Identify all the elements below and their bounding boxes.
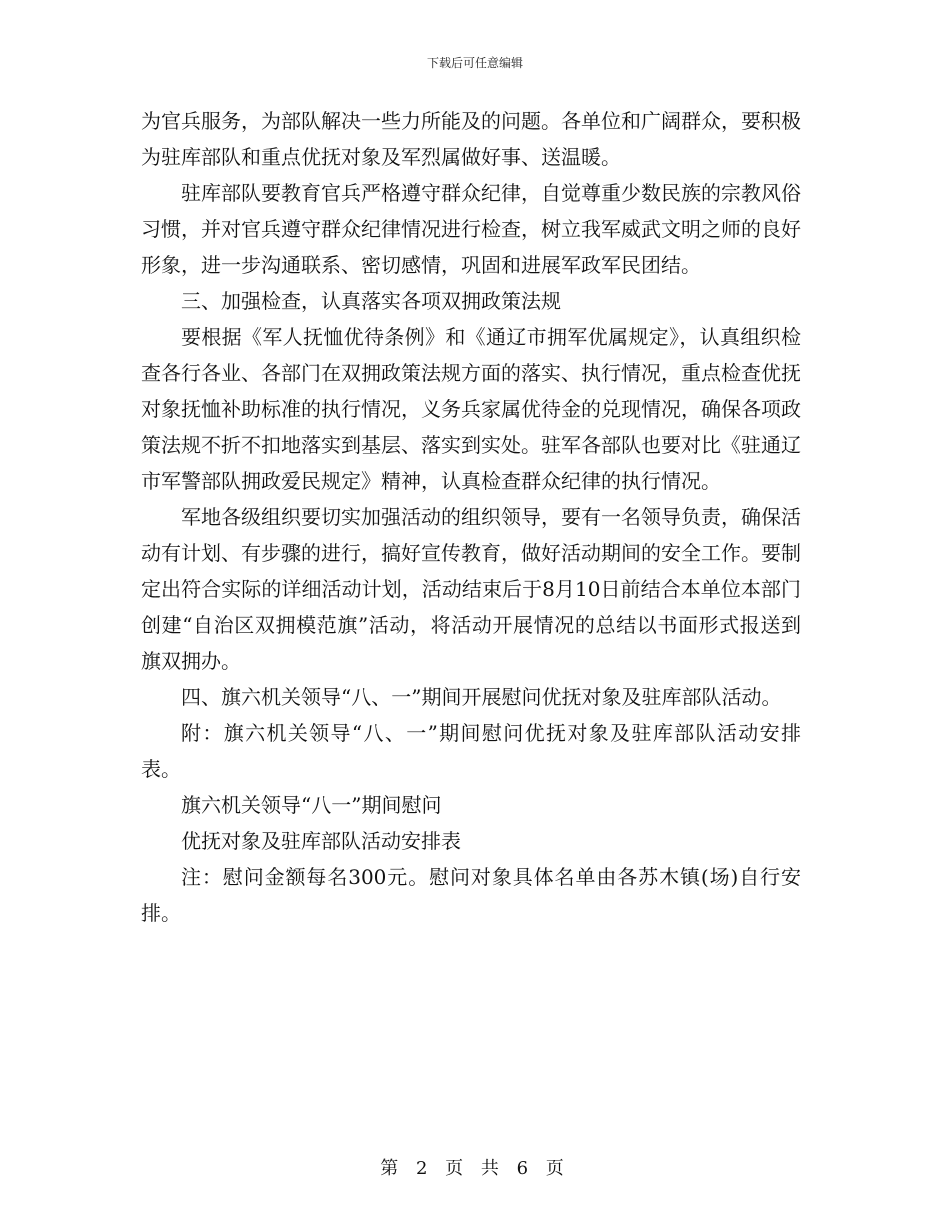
paragraph: 军地各级组织要切实加强活动的组织领导，要有一名领导负责，确保活动有计划、有步骤的进行，搞好宣传教育，做好活动期间的安全工作。要制定出符合实际的详细活动计划，活动结束后于8月10日前结合本单位本部门创建“自治区双拥模范旗”活动，将活动开展情况的总结以书面形式报送到旗双拥办。 (141, 505, 801, 673)
footnote: 注：慰问金额每名300元。慰问对象具体名单由各苏木镇(场)自行安排。 (141, 865, 801, 925)
page-number: 第 2 页 共 6 页 (380, 1158, 570, 1179)
document-body (141, 103, 801, 931)
section-heading: 四、旗六机关领导“八、一”期间开展慰问优抚对象及驻库部队活动。 (181, 685, 782, 709)
section-heading: 三、加强检查，认真落实各项双拥政策法规 (181, 289, 561, 313)
paragraph: 要根据《军人抚恤优待条例》和《通辽市拥军优属规定》，认真组织检查各行各业、各部门在双拥政策法规方面的落实、执行情况，重点检查优抚对象抚恤补助标准的执行情况，义务兵家属优待金的兑现情况，确保各项政策法规不折不扣地落实到基层、落实到实处。驻军各部队也要对比《驻通辽市军警部队拥政爱民规定》精神，认真检查群众纪律的执行情况。 (141, 325, 801, 493)
paragraph: 为官兵服务，为部队解决一些力所能及的问题。各单位和广阔群众，要积极为驻库部队和重点优抚对象及军烈属做好事、送温暖。 (141, 109, 801, 169)
header-note: 下载后可任意编辑 (426, 56, 523, 70)
paragraph: 驻库部队要教育官兵严格遵守群众纪律，自觉尊重少数民族的宗教风俗习惯，并对官兵遵守群众纪律情况进行检查，树立我军威武文明之师的良好形象，进一步沟通联系、密切感情，巩固和进展军政军民团结。 (141, 181, 801, 277)
table-title-line-2: 优抚对象及驻库部队活动安排表 (181, 829, 461, 853)
attachment-note: 附：旗六机关领导“八、一”期间慰问优抚对象及驻库部队活动安排表。 (141, 721, 801, 781)
table-title-line-1: 旗六机关领导“八一”期间慰问 (181, 793, 442, 817)
